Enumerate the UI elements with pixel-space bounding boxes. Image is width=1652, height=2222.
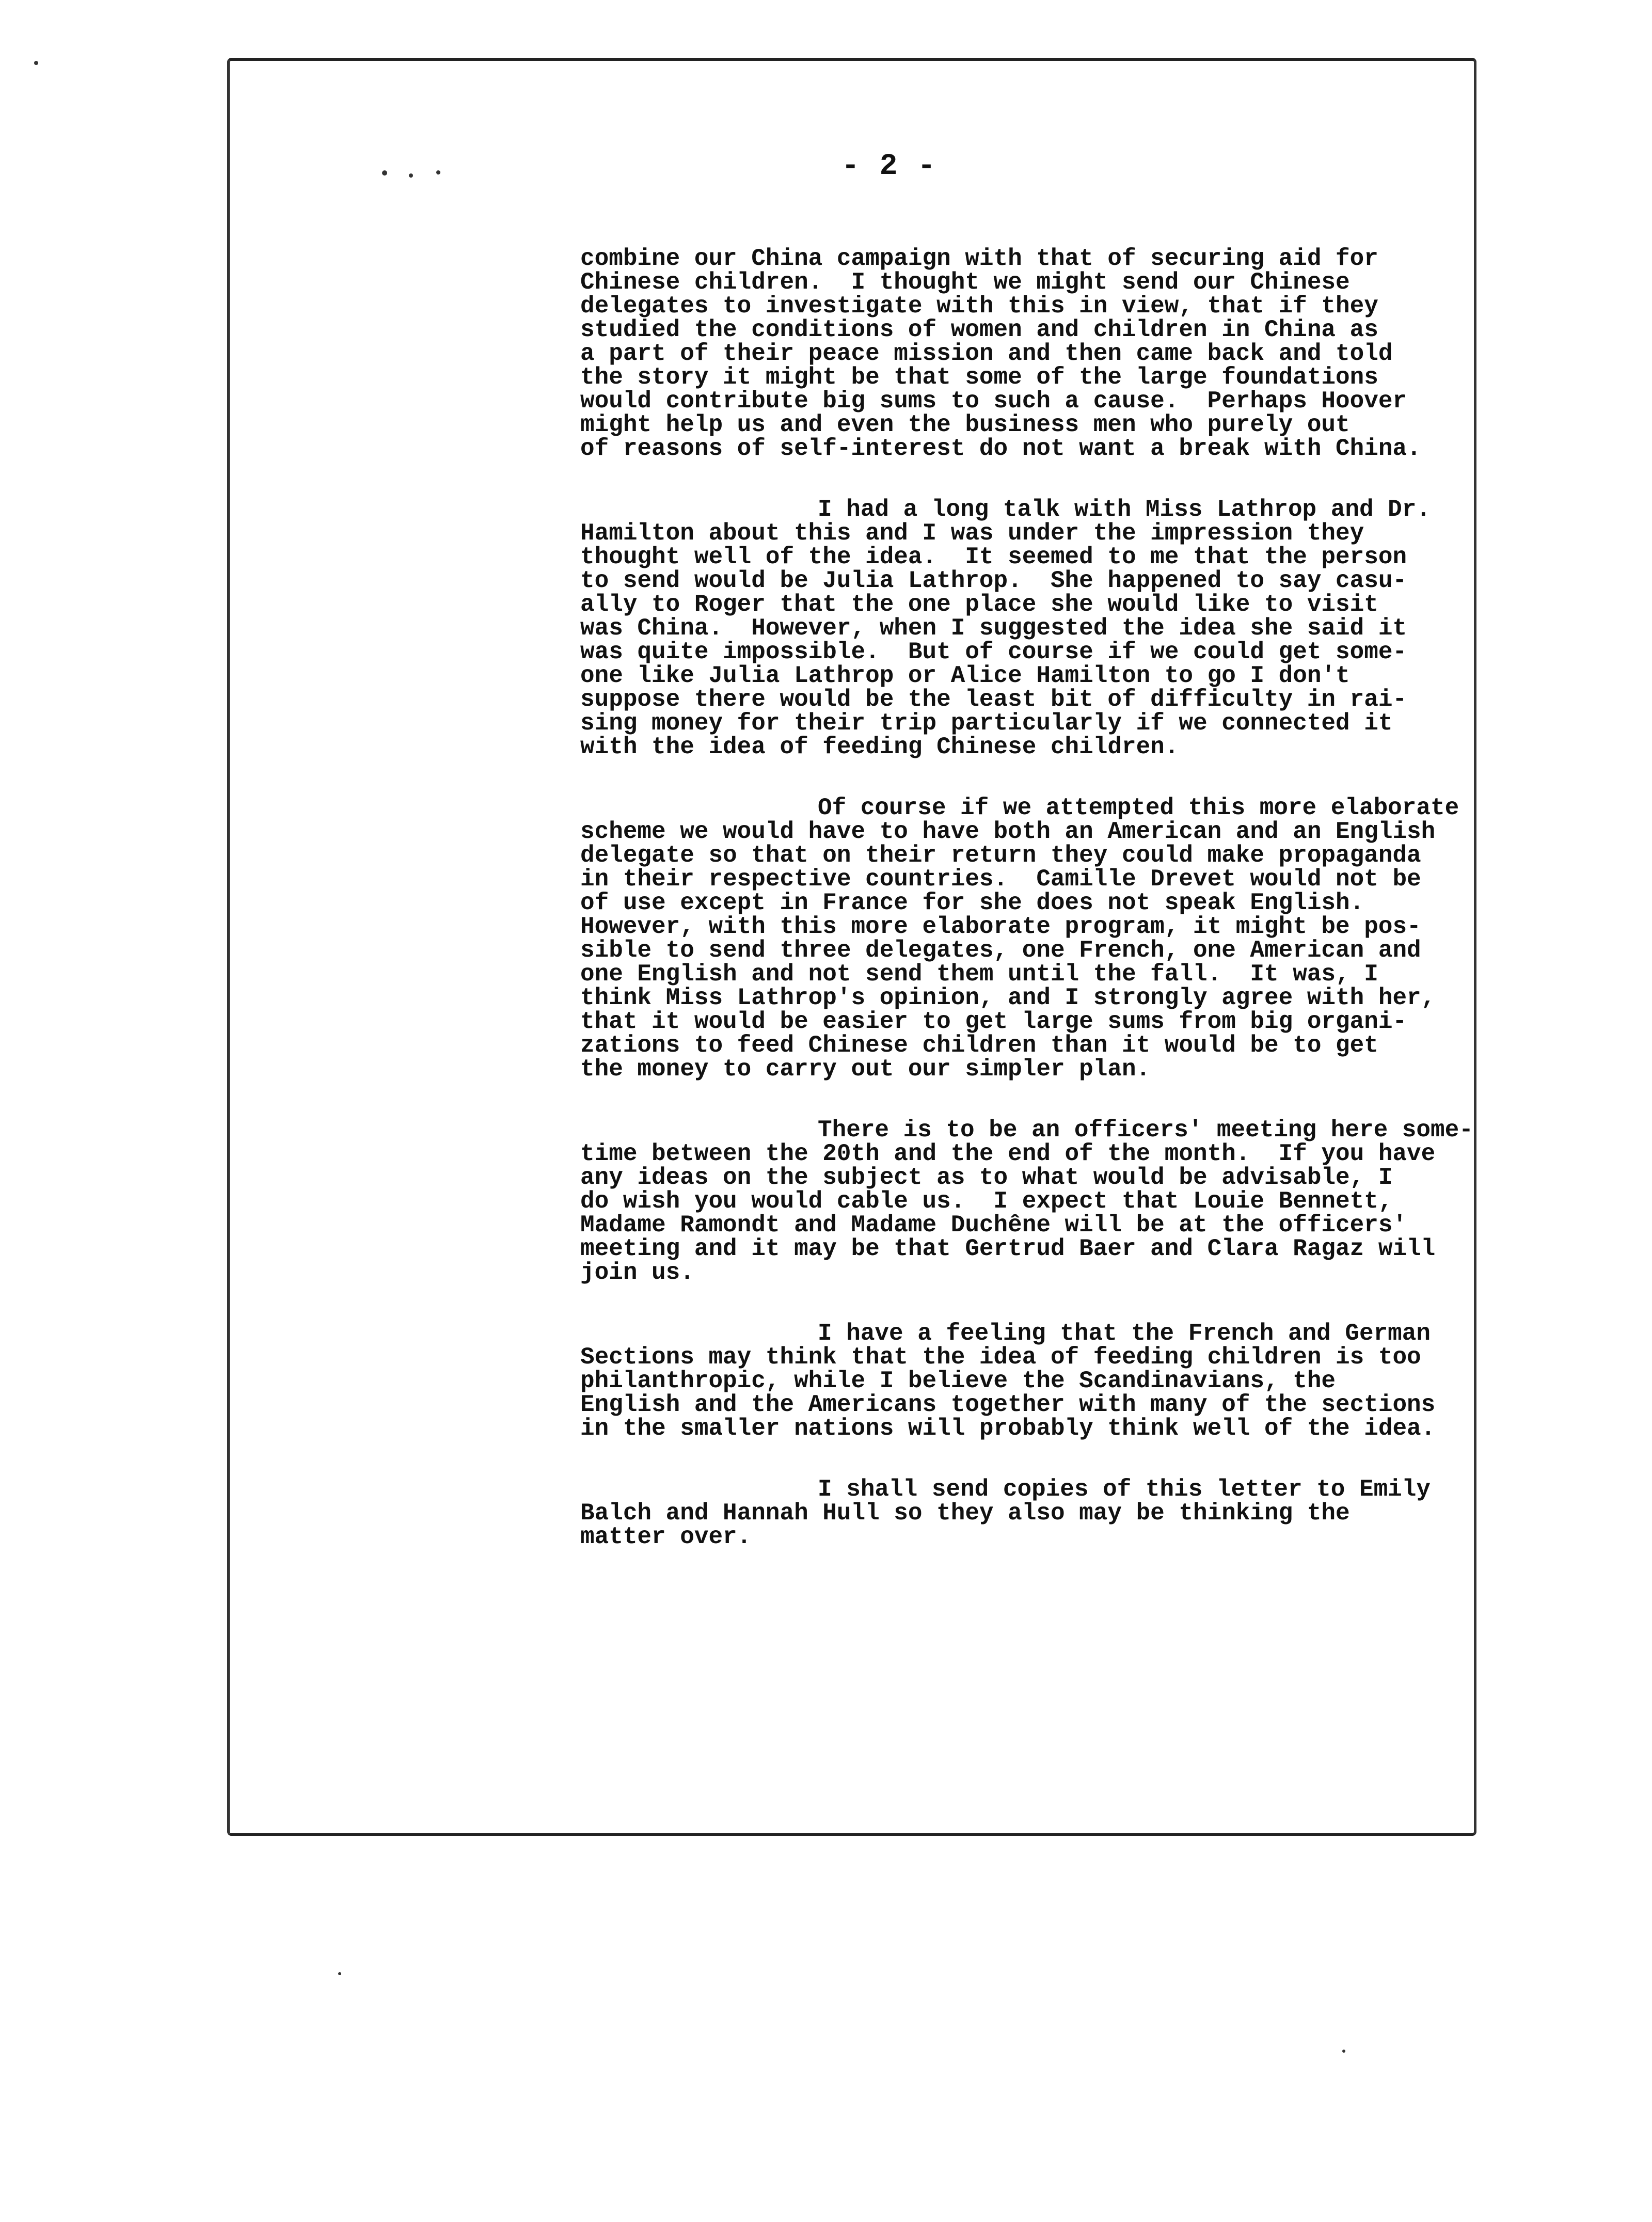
text-line: the story it might be that some of the large foundations: [580, 364, 1378, 391]
text-line: a part of their peace mission and then came back and told: [580, 340, 1393, 367]
scan-speck: [338, 1972, 341, 1975]
text-line: I shall send copies of this letter to Emily: [818, 1476, 1431, 1503]
text-line: zations to feed Chinese children than it would be to get: [580, 1032, 1378, 1059]
text-line: suppose there would be the least bit of difficulty in rai-: [580, 686, 1407, 713]
scan-speck: [1342, 2050, 1345, 2053]
text-line: was China. However, when I suggested the idea she said it: [580, 615, 1407, 642]
text-line: Hamilton about this and I was under the impression they: [580, 520, 1364, 547]
text-line: I had a long talk with Miss Lathrop and Dr.: [818, 496, 1431, 523]
text-line: in the smaller nations will probably think well of the idea.: [580, 1415, 1436, 1442]
text-line: combine our China campaign with that of securing aid for: [580, 245, 1378, 272]
scan-speck: [382, 170, 387, 176]
text-line: thought well of the idea. It seemed to me that the person: [580, 544, 1407, 570]
text-line: English and the Americans together with many of the sections: [580, 1391, 1436, 1418]
text-line: with the idea of feeding Chinese children.: [580, 734, 1179, 760]
text-line: studied the conditions of women and children in China as: [580, 316, 1378, 343]
letter-body: [580, 247, 1561, 1586]
text-line: any ideas on the subject as to what would be advisable, I: [580, 1164, 1393, 1191]
text-line: Madame Ramondt and Madame Duchêne will be at the officers': [580, 1212, 1407, 1239]
text-line: to send would be Julia Lathrop. She happened to say casu-: [580, 567, 1407, 594]
text-line: of reasons of self-interest do not want a break with China.: [580, 435, 1421, 462]
paragraph-5: [580, 1322, 1561, 1440]
text-line: one like Julia Lathrop or Alice Hamilton to go I don't: [580, 662, 1350, 689]
scan-speck: [34, 61, 38, 65]
text-line: meeting and it may be that Gertrud Baer and Clara Ragaz will: [580, 1235, 1436, 1262]
text-line: ally to Roger that the one place she would like to visit: [580, 591, 1378, 618]
text-line: time between the 20th and the end of the month. If you have: [580, 1140, 1436, 1167]
paragraph-1: [580, 247, 1561, 461]
text-line: of use except in France for she does not speak English.: [580, 890, 1364, 916]
text-line: one English and not send them until the fall. It was, I: [580, 961, 1378, 988]
text-line: delegate so that on their return they could make propaganda: [580, 842, 1421, 869]
text-line: might help us and even the business men who purely out: [580, 411, 1350, 438]
text-line: Sections may think that the idea of feeding children is too: [580, 1344, 1421, 1371]
text-line: delegates to investigate with this in view, that if they: [580, 293, 1378, 320]
text-line: sible to send three delegates, one French, one American and: [580, 937, 1421, 964]
text-line: Of course if we attempted this more elaborate: [818, 795, 1459, 821]
text-line: was quite impossible. But of course if we could get some-: [580, 639, 1407, 665]
text-line: that it would be easier to get large sums from big organi-: [580, 1008, 1407, 1035]
text-line: I have a feeling that the French and German: [818, 1320, 1431, 1347]
text-line: think Miss Lathrop's opinion, and I strongly agree with her,: [580, 985, 1436, 1011]
text-line: Balch and Hannah Hull so they also may be thinking the: [580, 1500, 1350, 1527]
text-line: Chinese children. I thought we might send our Chinese: [580, 269, 1350, 296]
text-line: matter over.: [580, 1523, 752, 1550]
paragraph-6: [580, 1478, 1561, 1549]
paragraph-2: [580, 498, 1561, 759]
paragraph-4: [580, 1118, 1561, 1284]
paragraph-3: [580, 796, 1561, 1081]
text-line: in their respective countries. Camille Drevet would not be: [580, 866, 1421, 893]
text-line: the money to carry out our simpler plan.: [580, 1056, 1151, 1083]
scan-speck: [436, 170, 440, 174]
text-line: scheme we would have to have both an American and an English: [580, 818, 1436, 845]
text-line: sing money for their trip particularly if we connected it: [580, 710, 1393, 737]
text-line: philanthropic, while I believe the Scandinavians, the: [580, 1368, 1336, 1394]
text-line: However, with this more elaborate program, it might be pos-: [580, 913, 1421, 940]
scan-speck: [409, 173, 413, 178]
text-line: join us.: [580, 1259, 694, 1286]
text-line: would contribute big sums to such a cause. Perhaps Hoover: [580, 388, 1407, 415]
text-line: There is to be an officers' meeting here some-: [818, 1117, 1473, 1144]
text-line: do wish you would cable us. I expect that Louie Bennett,: [580, 1188, 1393, 1215]
page-number: - 2 -: [841, 150, 937, 183]
